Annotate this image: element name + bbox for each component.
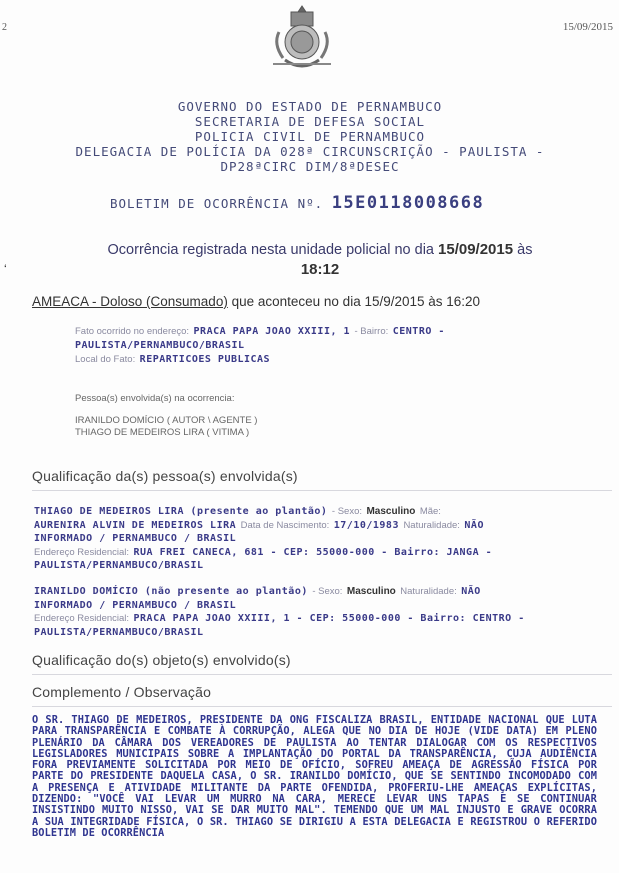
- pessoa-2-sexo-label: - Sexo:: [312, 586, 343, 597]
- pessoa-1-nat-label: Naturalidade:: [403, 519, 460, 531]
- ocorrencia-text: que aconteceu no dia 15/9/2015 às 16:20: [231, 294, 481, 309]
- pessoa-2-end-label: Endereço Residencial:: [34, 613, 130, 624]
- pessoa-1-nat2: INFORMADO / PERNAMBUCO / BRASIL: [34, 533, 237, 544]
- header-line-5: DP28ªCIRC DIM/8ªDESEC: [220, 159, 400, 174]
- pessoa-2-nat: NÃO: [461, 586, 481, 597]
- registro-sep: às: [517, 242, 533, 258]
- state-coat-of-arms-seal: [265, 2, 339, 74]
- header-line-1: GOVERNO DO ESTADO DE PERNAMBUCO: [177, 99, 443, 114]
- registro-text: Ocorrência registrada nesta unidade policial no dia: [107, 242, 434, 258]
- ocorrencia-line: [32, 294, 480, 309]
- bairro-label: - Bairro:: [354, 326, 389, 337]
- pessoa-2-block: [34, 584, 594, 638]
- pessoa-1-sexo-label: - Sexo:: [331, 506, 362, 517]
- complemento-text: O SR. THIAGO DE MEDEIROS, PRESIDENTE DA ONG FISCALIZA BRASIL, ENTIDADE NACIONAL QUE LUTA PARA TRANSPARÊNCIA E COMBATE À CORRUPÇÃO, ALEGA QUE NO DIA DE HOJE (VIDE DATA) EM PLENO PLENÁRIO DA CÂMARA DOS VEREADORES DE PAULISTA AO TENTAR DIALOGAR COM OS RESPECTIVOS LEGISLADORES MUNICIPAIS SOBRE A IMPLANTAÇÃO DO PORTAL DA TRANSPARÊNCIA, CUJA AUDIÊNCIA FORA PREVIAMENTE SOLICITADA POR MEIO DE OFÍCIO, SOFREU AMEAÇA DE AGRESSÃO FÍSICA POR PARTE DO PRESIDENTE DAQUELA CASA, O SR. IRANILDO DOMÍCIO, QUE SE SENTINDO INCOMODADO COM A PRESENÇA E ATIVIDADE MILITANTE DA PARTE OFENDIDA, PROFERIU-LHE AMEAÇAS EXPLÍCITAS, DIZENDO: "VOCÊ VAI LEVAR UM MURRO NA CARA, MERECE LEVAR UNS TAPAS E SE CONTINUAR INSISTINDO MUITO NISSO, VAI SE DAR MUITO MAL". TEMENDO QUE UM MAL INJUSTO E GRAVE OCORRA A SUA INTEGRIDADE FÍSICA, O SR. THIAGO SE DIRIGIU A ESTA DELEGACIA E REGISTROU O REFERIDO BOLETIM DE OCORRÊNCIA: [32, 714, 597, 839]
- local-label: Local do Fato:: [75, 354, 136, 365]
- pessoa-1-end-label: Endereço Residencial:: [34, 546, 130, 558]
- ocorrencia-tipo: AMEACA - Doloso (Consumado): [32, 294, 228, 309]
- pessoa-1-sexo: Masculino: [366, 506, 416, 517]
- section-title-complemento: Complemento / Observação: [32, 684, 212, 700]
- envolvido-1: IRANILDO DOMÍCIO ( AUTOR \ AGENTE ): [75, 415, 258, 426]
- envolvido-2: THIAGO DE MEDEIROS LIRA ( VITIMA ): [75, 427, 250, 438]
- divider: [32, 706, 612, 707]
- pessoa-1-nasc: 17/10/1983: [333, 519, 399, 531]
- pessoa-1-end: RUA FREI CANECA, 681 - CEP: 55000-000 - Bairro: JANGA -: [133, 546, 493, 558]
- pessoa-2-sexo: Masculino: [346, 586, 396, 597]
- pessoa-2-nat2: INFORMADO / PERNAMBUCO / BRASIL: [34, 599, 237, 611]
- endereco-value: PRACA PAPA JOAO XXIII, 1: [193, 326, 351, 337]
- bairro-value: CENTRO -: [392, 326, 445, 337]
- fato-endereco-block: [75, 324, 595, 366]
- header-line-3: POLICIA CIVIL DE PERNAMBUCO: [194, 129, 426, 144]
- pessoa-1-nat: NÃO: [464, 519, 484, 531]
- local-value: REPARTICOES PUBLICAS: [139, 354, 271, 365]
- endereco-label: Fato ocorrido no endereço:: [75, 326, 190, 337]
- registro-line: [40, 240, 600, 280]
- pessoa-2-end2: PAULISTA/PERNAMBUCO/BRASIL: [34, 626, 204, 638]
- registro-time: 18:12: [300, 261, 340, 278]
- pessoa-1-mae: AURENIRA ALVIN DE MEDEIROS LIRA: [34, 519, 237, 531]
- header-line-2: SECRETARIA DE DEFESA SOCIAL: [194, 114, 426, 129]
- pessoa-2-nome: IRANILDO DOMÍCIO (não presente ao plantão): [34, 586, 308, 597]
- boletim-label: BOLETIM DE OCORRÊNCIA Nº.: [110, 196, 324, 211]
- boletim-number: 15E0118008668: [331, 193, 485, 213]
- divider: [32, 490, 612, 491]
- pessoa-1-nome: THIAGO DE MEDEIROS LIRA (presente ao plantão): [34, 506, 328, 517]
- pessoa-2-end: PRACA PAPA JOAO XXIII, 1 - CEP: 55000-000 - Bairro: CENTRO -: [133, 613, 525, 624]
- section-title-objetos: Qualificação do(s) objeto(s) envolvido(s): [32, 652, 291, 668]
- pessoa-1-end2: PAULISTA/PERNAMBUCO/BRASIL: [34, 560, 204, 571]
- pessoa-1-block: [34, 504, 594, 572]
- pessoa-2-nat-label: Naturalidade:: [400, 586, 457, 597]
- section-title-pessoas: Qualificação da(s) pessoa(s) envolvida(s): [32, 468, 298, 484]
- pessoa-1-mae-label: Mãe:: [419, 506, 441, 517]
- pessoa-1-nasc-label: Data de Nascimento:: [240, 519, 330, 531]
- print-date: 15/09/2015: [562, 21, 613, 33]
- scan-mark: ‘: [4, 262, 7, 276]
- registro-date: 15/09/2015: [438, 241, 514, 258]
- envolvidos-title: Pessoa(s) envolvida(s) na ocorrencia:: [75, 393, 235, 404]
- header-line-4: DELEGACIA DE POLÍCIA DA 028ª CIRCUNSCRIÇÃO - PAULISTA -: [75, 144, 545, 159]
- boletim-heading: [110, 193, 484, 213]
- divider: [32, 674, 612, 675]
- cidade-value: PAULISTA/PERNAMBUCO/BRASIL: [75, 340, 245, 351]
- page-number: 2: [2, 22, 7, 33]
